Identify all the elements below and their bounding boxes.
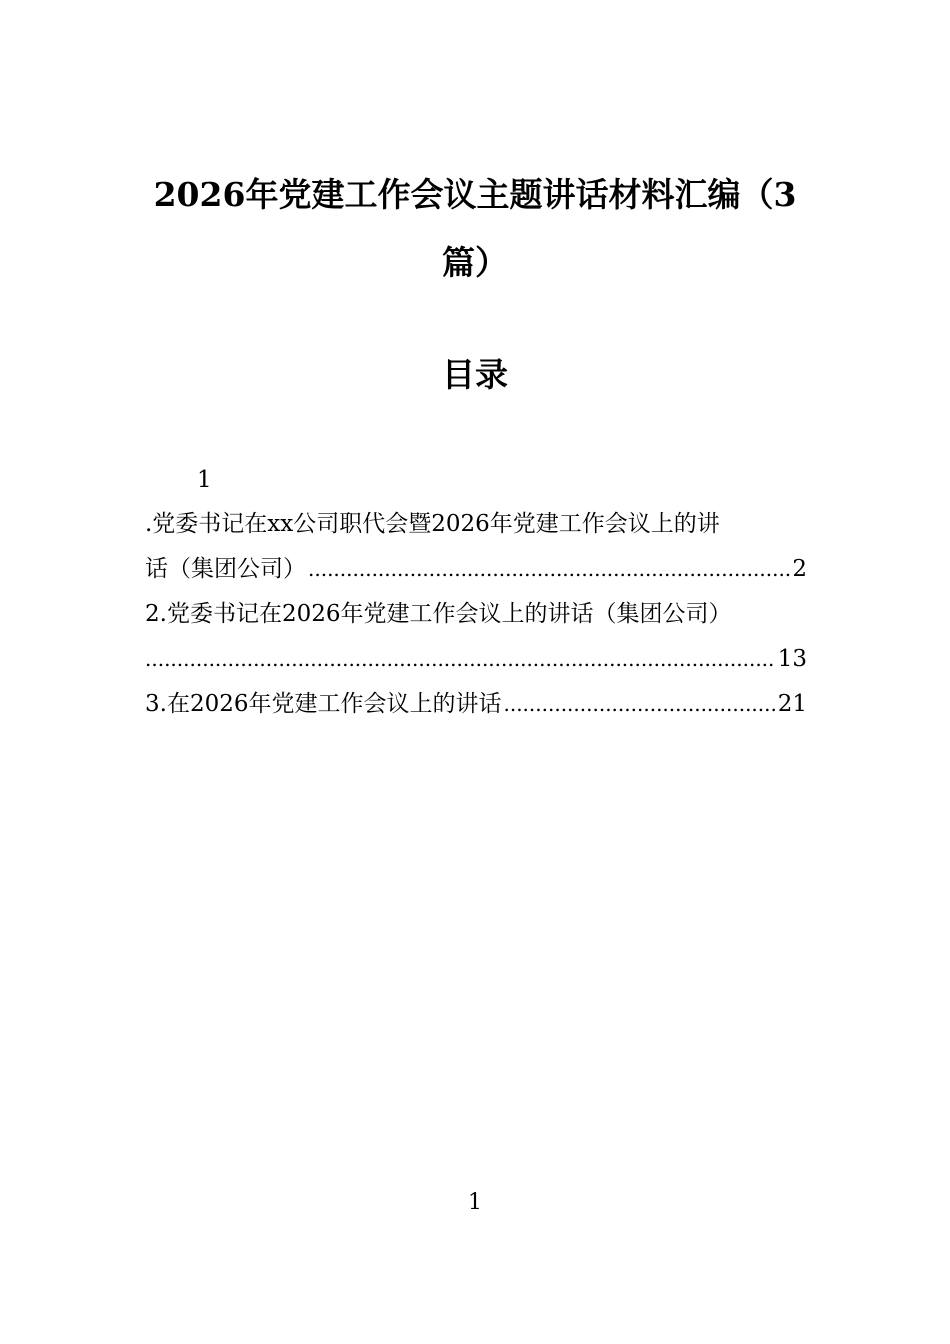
footer-page-number: 1: [468, 1190, 482, 1215]
toc-entry-1-label: 话（集团公司）: [145, 556, 306, 582]
toc-entry-1-line-2[interactable]: [145, 547, 807, 591]
toc-dot-leader: [145, 637, 776, 681]
toc-entry-2-line-1[interactable]: 2.党委书记在2026年党建工作会议上的讲话（集团公司）: [145, 601, 732, 627]
toc-entry-1-line-1[interactable]: .党委书记在xx公司职代会暨2026年党建工作会议上的讲: [145, 511, 720, 537]
toc-entry-1-page: 2: [792, 556, 807, 582]
toc-dot-leader: [503, 682, 775, 726]
toc-dot-leader: [308, 547, 790, 591]
toc-heading: 目录: [442, 355, 508, 394]
toc-entry-2-page: 13: [777, 646, 807, 672]
toc-entry-2-line-2[interactable]: [145, 637, 807, 681]
toc-entry-3[interactable]: [145, 682, 807, 726]
toc-entry-3-label: 3.在2026年党建工作会议上的讲话: [145, 691, 502, 717]
toc-entry-1-number: 1: [197, 467, 212, 493]
document-title-line-1: 2026年党建工作会议主题讲话材料汇编（3: [153, 175, 797, 214]
toc-entry-3-page: 21: [777, 691, 807, 717]
document-title-line-2: 篇）: [442, 243, 508, 282]
